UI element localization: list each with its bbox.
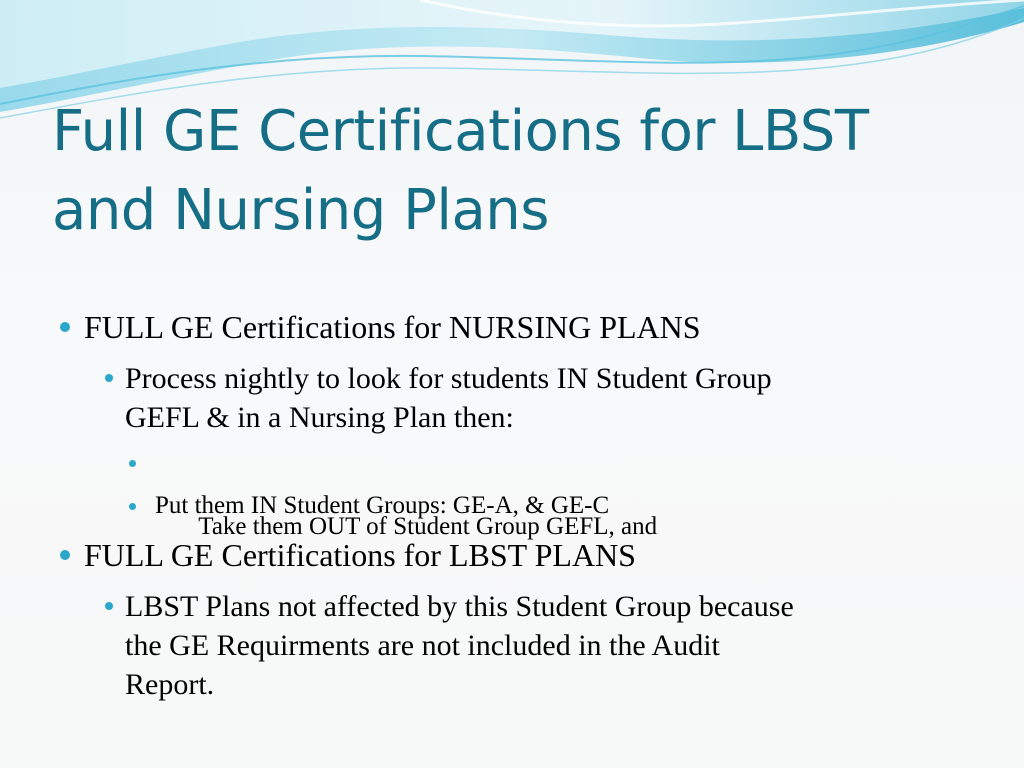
sub-sub-bullet-text: Put them IN Student Groups: GE-A, & GE-C — [155, 492, 610, 519]
bullet-dot-icon — [60, 322, 70, 332]
bullet-dot-icon — [105, 602, 113, 610]
sub-bullet-text-line-2: GEFL & in a Nursing Plan then: — [125, 401, 514, 434]
slide-title-line-1: Full GE Certifications for LBST — [52, 99, 869, 164]
bullet-nursing-plans — [84, 307, 984, 347]
bullet-dot-icon — [129, 503, 136, 510]
bullet-dot-icon — [105, 374, 113, 382]
sub-bullet-text-line-1: LBST Plans not affected by this Student Group because — [125, 590, 794, 623]
sub-sub-bullet-text: Take them OUT of Student Group GEFL, and — [192, 513, 658, 540]
bullet-text: FULL GE Certifications for LBST PLANS — [84, 537, 636, 573]
bullet-text: FULL GE Certifications for NURSING PLANS — [84, 309, 701, 345]
bullet-dot-icon — [129, 460, 136, 467]
bullet-dot-icon — [60, 550, 70, 560]
sub-bullet-text-line-3: Report. — [125, 668, 215, 701]
sub-sub-bullet-put-in — [155, 490, 935, 522]
sub-bullet-process-nightly — [125, 359, 965, 437]
sub-bullet-text-line-2: the GE Requirments are not included in the Audit — [125, 629, 720, 662]
bullet-lbst-plans — [84, 535, 984, 575]
sub-bullet-text-line-1: Process nightly to look for students IN Student Group — [125, 362, 772, 395]
slide-title-line-2: and Nursing Plans — [52, 178, 549, 243]
sub-bullet-lbst-not-affected — [125, 587, 965, 704]
